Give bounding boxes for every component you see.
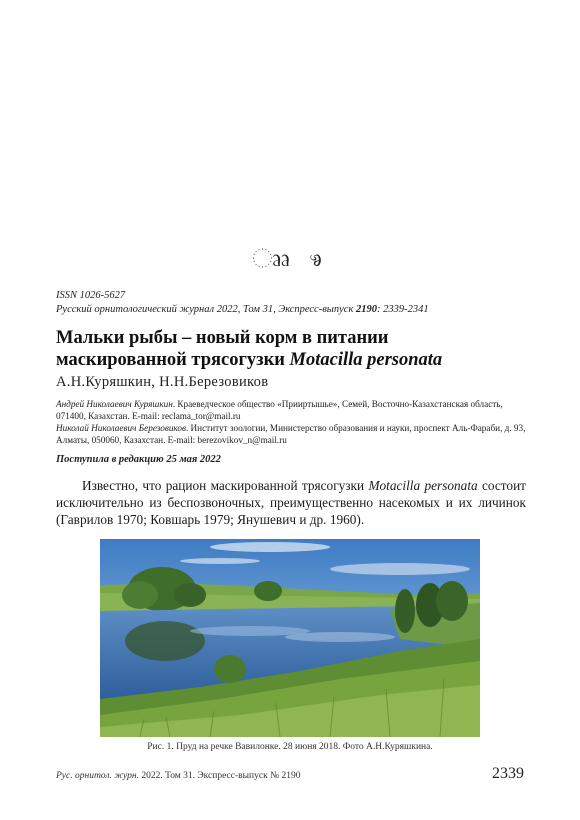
footer-journal: Рус. орнитол. журн. 2022. Том 31. Экспресс-выпуск № 2190	[56, 771, 301, 781]
journal-meta	[56, 289, 526, 317]
issn: ISSN 1026-5627	[56, 290, 126, 301]
affiliation-2: Николай Николаевич Березовиков. Институт зоологии, Министерство образования и науки, проспект Аль-Фараби, д. 93, Алматы, 050060, Казахстан. E-mail: berezovikov_n@mail.ru	[56, 423, 526, 445]
section-ornament: ෲ ෳ	[252, 244, 328, 273]
page-number: 2339	[492, 765, 524, 782]
figure-caption: Рис. 1. Пруд на речке Вавилонке. 28 июня 2018. Фото А.Н.Куряшкина.	[147, 742, 433, 752]
journal-citation: Русский орнитологический журнал 2022, Том 31, Экспресс-выпуск 2190: 2339-2341	[56, 304, 429, 315]
affiliations	[56, 398, 526, 446]
title-species: Motacilla personata	[289, 350, 443, 370]
authors: А.Н.Куряшкин, Н.Н.Березовиков	[56, 374, 269, 390]
body-paragraph: Известно, что рацион маскированной трясогузки Motacilla personata состоит исключительно из беспозвоночных, преимущественно насекомых и их личинок (Гаврилов 1970; Ковшарь 1979; Янушевич и др. 1960).	[56, 478, 526, 527]
affiliation-1: Андрей Николаевич Куряшкин. Краеведческое общество «Прииртышье», Семей, Восточно-Казахстанская область, 071400, Казахстан. E-mail: reclama_tor@mail.ru	[56, 399, 503, 421]
paragraph-species: Motacilla personata	[368, 478, 478, 493]
figure-photo	[100, 539, 480, 737]
received-date: Поступила в редакцию 25 мая 2022	[56, 454, 221, 465]
article-title: Мальки рыбы – новый корм в питании маскированной трясогузки Motacilla personata	[56, 328, 443, 370]
issue-number: 2190	[356, 304, 377, 315]
